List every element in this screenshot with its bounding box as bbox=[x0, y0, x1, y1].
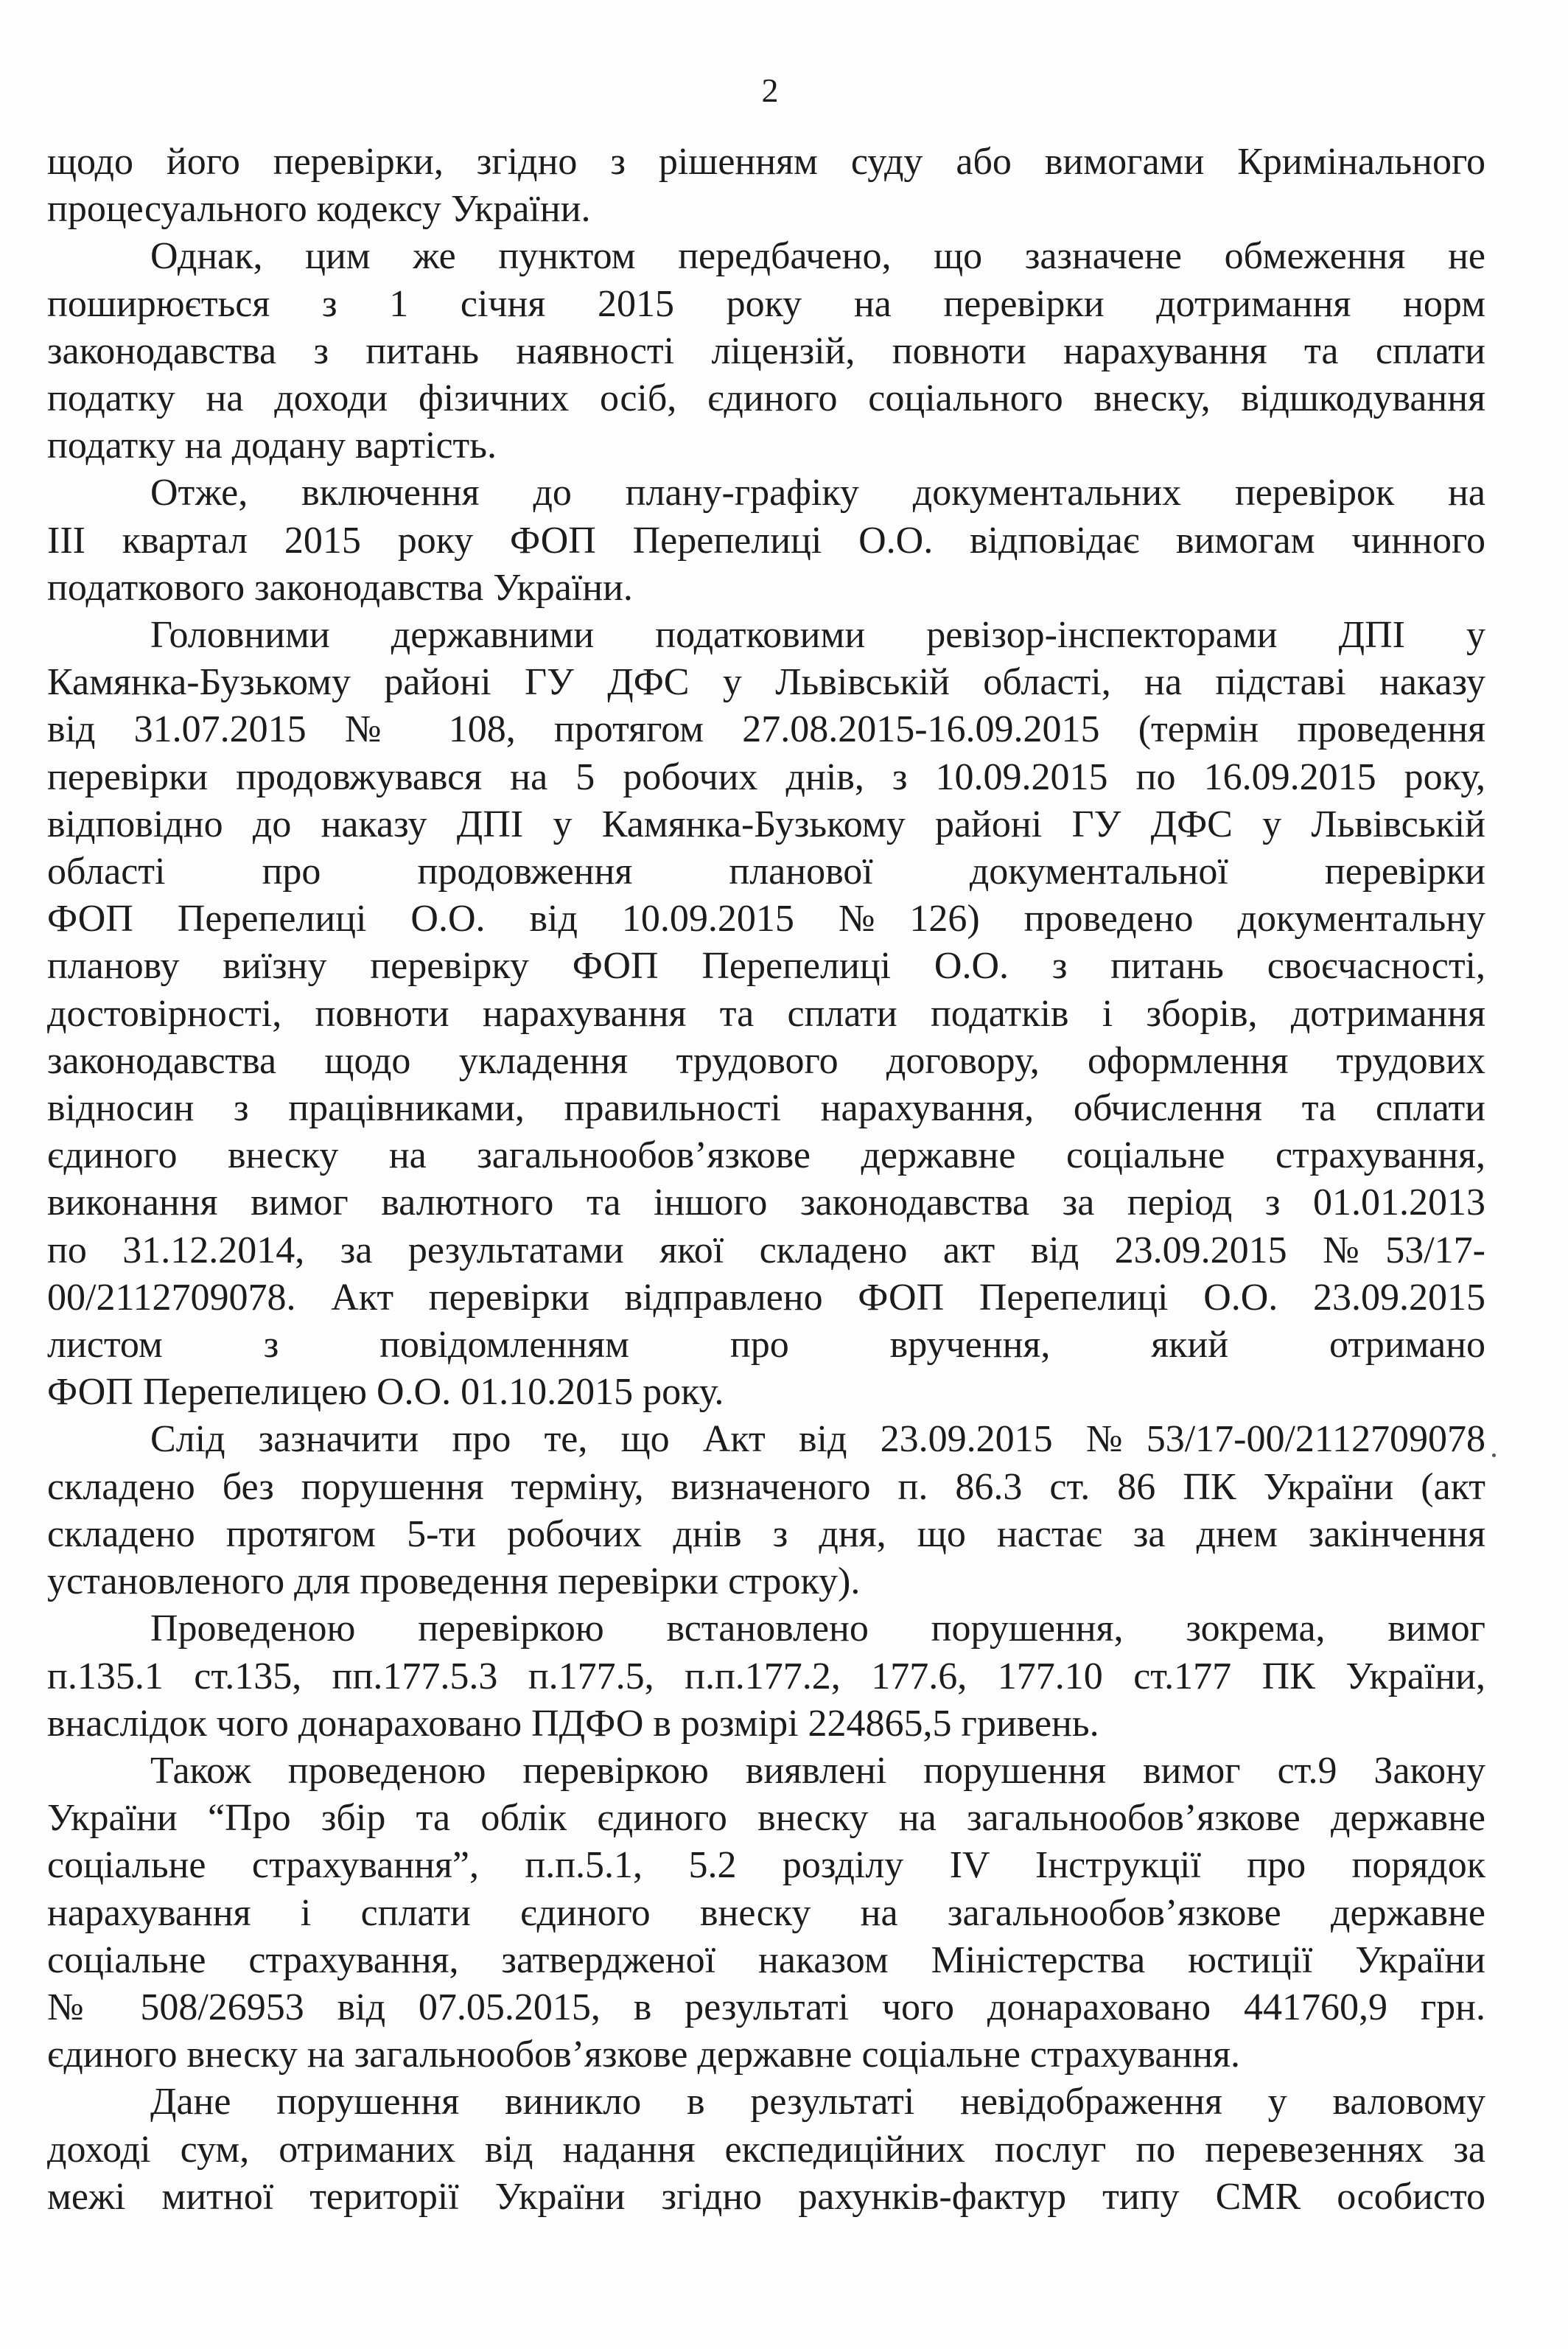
paragraph bbox=[47, 233, 1485, 470]
text-line: п.135.1 ст.135, пп.177.5.3 п.177.5, п.п.177.2, 177.6, 177.10 ст.177 ПК України, bbox=[47, 1655, 1485, 1697]
text-line: відносин з працівниками, правильності нарахування, обчислення та сплати bbox=[47, 1087, 1485, 1130]
text-line: перевірки продовжувався на 5 робочих днів, з 10.09.2015 по 16.09.2015 року, bbox=[47, 755, 1485, 798]
text-line: ФОП Перепелицею О.О. 01.10.2015 року. bbox=[47, 1371, 724, 1414]
paragraph bbox=[47, 612, 1485, 1416]
text-line: Дане порушення виникло в результаті невідображення у валовому bbox=[150, 2081, 1485, 2123]
text-line: III квартал 2015 року ФОП Перепелиці О.О. відповідає вимогам чинного bbox=[47, 519, 1485, 562]
text-line: податку на додану вартість. bbox=[47, 425, 497, 467]
text-line: відповідно до наказу ДПІ у Камянка-Бузькому районі ГУ ДФС у Львівській bbox=[47, 803, 1485, 845]
text-line: Проведеною перевіркою встановлено порушення, зокрема, вимог bbox=[150, 1608, 1485, 1650]
text-line: єдиного внеску на загальнообов’язкове державне соціальне страхування, bbox=[47, 1134, 1485, 1177]
text-line: по 31.12.2014, за результатами якої складено акт від 23.09.2015 №53/17- bbox=[47, 1229, 1485, 1271]
paragraph bbox=[47, 139, 1485, 233]
text-line: нарахування і сплати єдиного внеску на загальнообов’язкове державне bbox=[47, 1891, 1485, 1934]
text-line: поширюється з 1 січня 2015 року на перевірки дотримання норм bbox=[47, 282, 1485, 325]
text-line: щодо його перевірки, згідно з рішенням суду або вимогами Кримінального bbox=[47, 141, 1485, 183]
text-line: законодавства з питань наявності ліцензій, повноти нарахування та сплати bbox=[47, 329, 1485, 372]
text-line: Головними державними податковими ревізор-інспекторами ДПІ у bbox=[150, 614, 1485, 657]
text-line: достовірності, повноти нарахування та сплати податків і зборів, дотримання bbox=[47, 992, 1485, 1035]
text-line: законодавства щодо укладення трудового договору, оформлення трудових bbox=[47, 1039, 1485, 1082]
text-line: Слід зазначити про те, що Акт від 23.09.2015 №53/17-00/2112709078 bbox=[150, 1418, 1485, 1461]
text-line: податкового законодавства України. bbox=[47, 566, 633, 609]
paragraph bbox=[47, 470, 1485, 612]
text-line: листом з повідомленням про вручення, який отримано bbox=[47, 1324, 1485, 1367]
text-line: № 508/26953 від 07.05.2015, в результаті чого донараховано 441760,9 грн. bbox=[47, 1986, 1485, 2028]
text-line: єдиного внеску на загальнообов’язкове державне соціальне страхування. bbox=[47, 2034, 1240, 2076]
text-line: соціальне страхування, затвердженої наказом Міністерства юстиції України bbox=[47, 1938, 1485, 1981]
text-line: процесуального кодексу України. bbox=[47, 188, 591, 231]
scan-speck bbox=[1492, 1453, 1496, 1457]
text-line: виконання вимог валютного та іншого законодавства за період з 01.01.2013 bbox=[47, 1182, 1485, 1224]
text-line: Камянка-Бузькому районі ГУ ДФС у Львівській області, на підставі наказу bbox=[47, 661, 1485, 704]
text-line: складено без порушення терміну, визначеного п. 86.3 ст. 86 ПК України (акт bbox=[47, 1465, 1485, 1508]
paragraph bbox=[47, 1416, 1485, 1605]
text-line: України “Про збір та облік єдиного внеску на загальнообов’язкове державне bbox=[47, 1797, 1485, 1840]
text-line: області про продовження планової документальної перевірки bbox=[47, 851, 1485, 893]
text-line: складено протягом 5-ти робочих днів з дня, що настає за днем закінчення bbox=[47, 1512, 1485, 1555]
text-line: від 31.07.2015 № 108, протягом 27.08.2015-16.09.2015 (термін проведення bbox=[47, 708, 1485, 751]
text-line: Також проведеною перевіркою виявлені порушення вимог ст.9 Закону bbox=[150, 1749, 1485, 1792]
text-line: соціальне страхування”, п.п.5.1, 5.2 розділу IV Інструкції про порядок bbox=[47, 1844, 1485, 1887]
text-line: планову виїзну перевірку ФОП Перепелиці О.О. з питань своєчасності, bbox=[47, 945, 1485, 988]
text-line: Однак, цим же пунктом передбачено, що зазначене обмеження не bbox=[150, 235, 1485, 278]
text-line: установленого для проведення перевірки строку). bbox=[47, 1560, 861, 1603]
document-body bbox=[47, 139, 1485, 2221]
page-number: 2 bbox=[761, 71, 779, 109]
text-line: доході сум, отриманих від надання експедиційних послуг по перевезеннях за bbox=[47, 2128, 1485, 2171]
text-line: податку на доходи фізичних осіб, єдиного соціального внеску, відшкодування bbox=[47, 377, 1485, 420]
text-line: ФОП Перепелиці О.О. від 10.09.2015 №126) проведено документальну bbox=[47, 898, 1485, 940]
text-line: внаслідок чого донараховано ПДФО в розмірі 224865,5 гривень. bbox=[47, 1702, 1099, 1745]
paragraph bbox=[47, 1605, 1485, 1748]
paragraph bbox=[47, 2079, 1485, 2221]
paragraph bbox=[47, 1748, 1485, 2079]
text-line: Отже, включення до плану-графіку документальних перевірок на bbox=[150, 472, 1485, 514]
text-line: межі митної території України згідно рахунків-фактур типу CMR особисто bbox=[47, 2175, 1485, 2218]
text-line: 00/2112709078. Акт перевірки відправлено ФОП Перепелиці О.О. 23.09.2015 bbox=[47, 1276, 1485, 1319]
